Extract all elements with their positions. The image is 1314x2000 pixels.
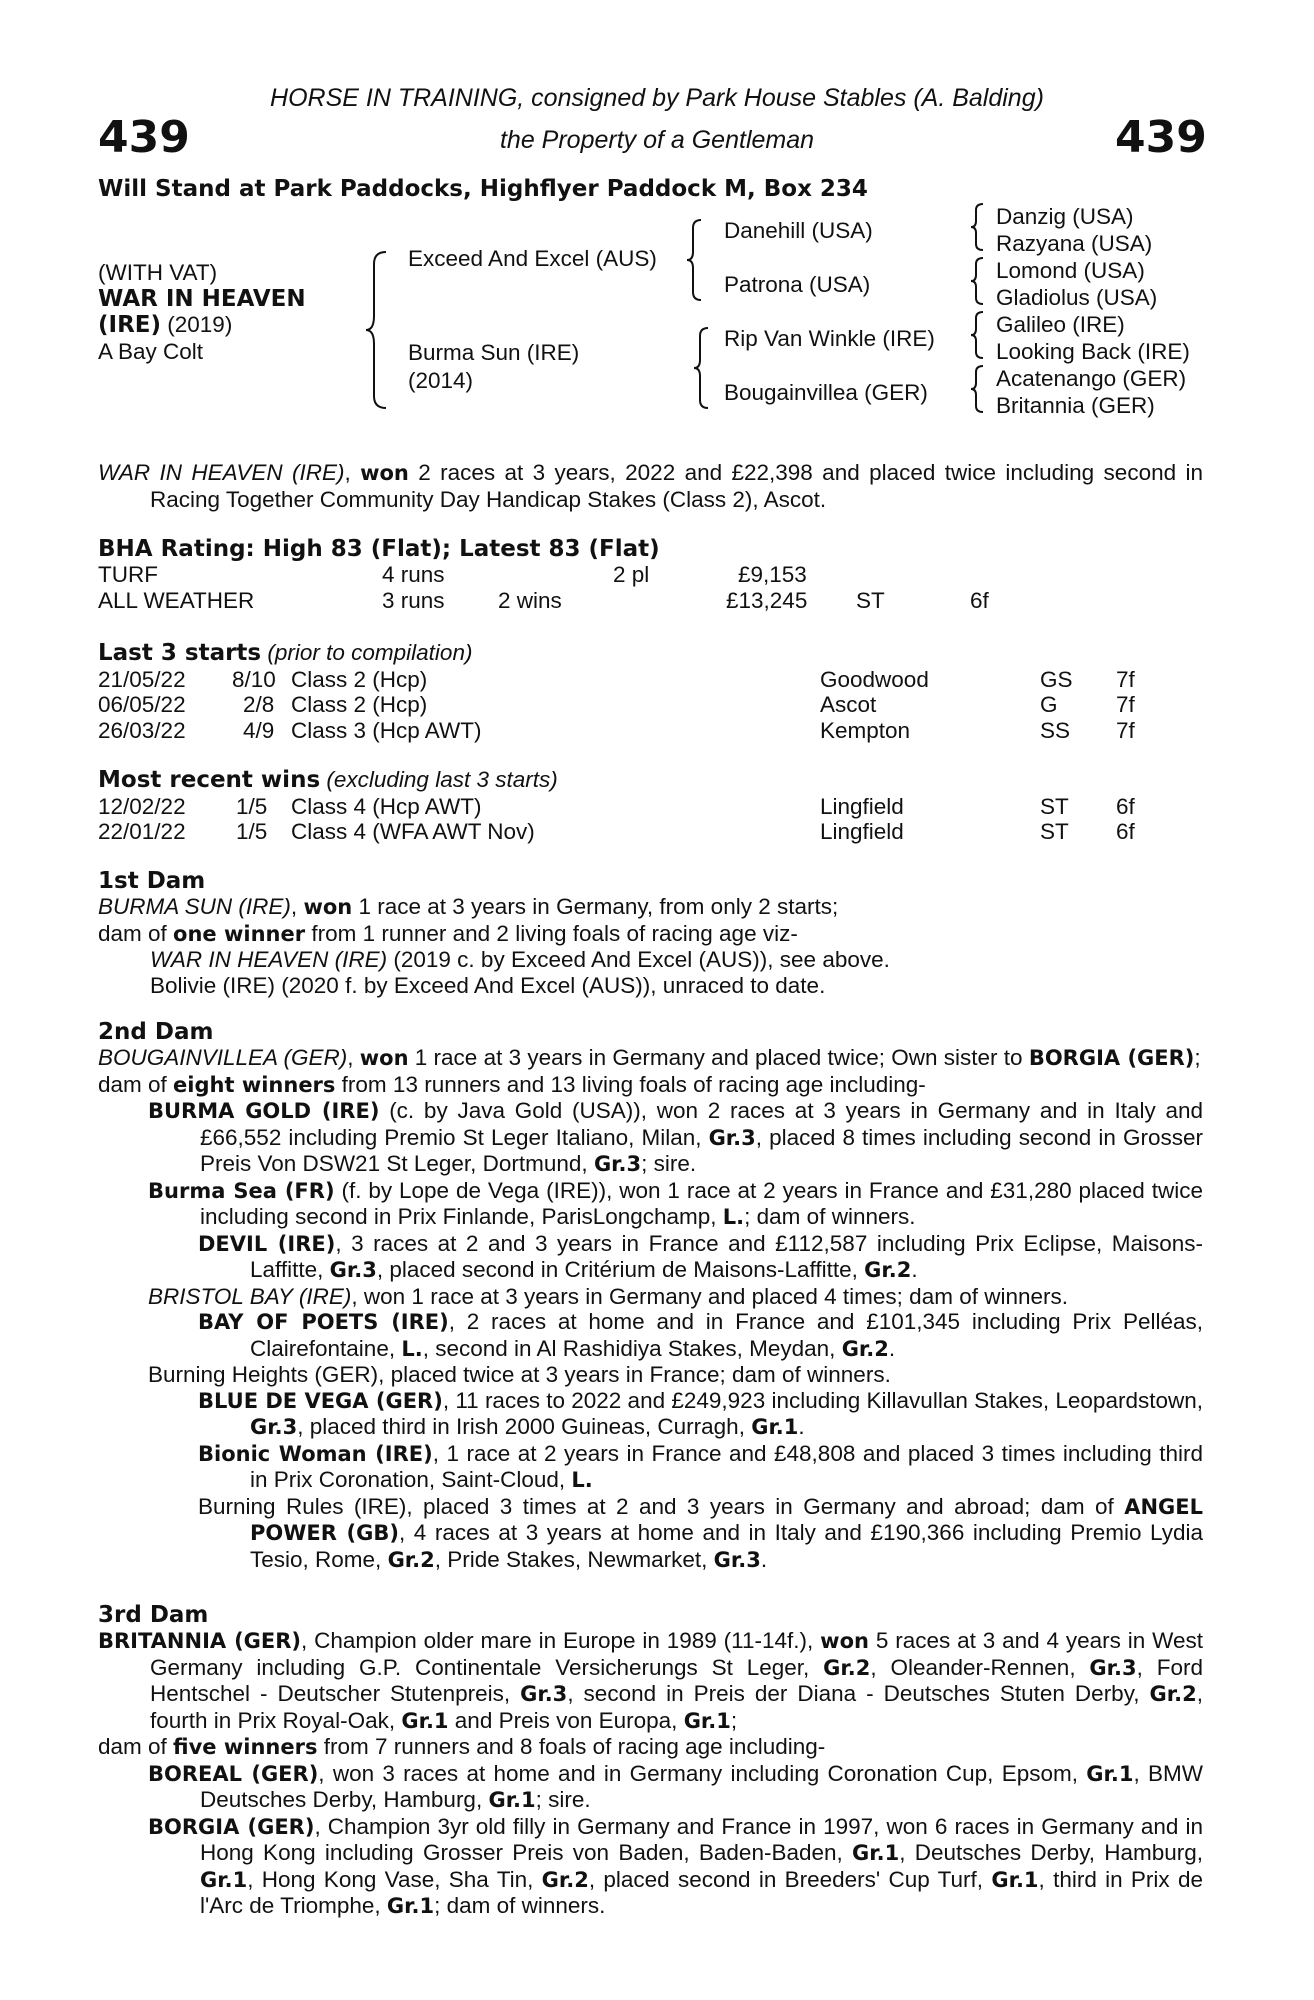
last3-heading: Last 3 starts (98, 640, 262, 666)
date: 21/05/22 (98, 666, 186, 692)
runs: 4 runs (382, 562, 445, 587)
runs: 3 runs (382, 587, 445, 613)
text: ; sire. (535, 1787, 591, 1812)
class: Class 4 (WFA AWT Nov) (291, 819, 535, 844)
grade: Gr.3 (713, 1547, 761, 1572)
text: , 11 races to 2022 and £249,923 including Killavullan Stakes, Leopardstown, (442, 1387, 1203, 1413)
text: , third in Prix de l'Arc de Triomphe, (200, 1866, 1203, 1918)
surface: ALL WEATHER (98, 587, 255, 613)
class: Class 2 (Hcp) (291, 692, 428, 717)
race-summary: WAR IN HEAVEN (IRE), won 2 races at 3 years, 2022 and £22,398 and placed twice including second in Racing Together Community Day Handicap Stakes (Class 2), Ascot. (98, 460, 1203, 512)
table-row (98, 819, 1203, 845)
grade: Gr.1 (200, 1867, 248, 1892)
dam-name: Burma Sun (IRE) (408, 340, 580, 365)
grade: Gr.1 (751, 1415, 799, 1439)
text: ; (1194, 1045, 1201, 1070)
text: , fourth in Prix Royal-Oak, (150, 1681, 1203, 1733)
text: from 13 runners and 13 living foals of racing age including- (335, 1071, 926, 1097)
grade: Gr.2 (387, 1547, 435, 1572)
wins: 2 wins (498, 587, 562, 613)
third-dam-heading: 3rd Dam (98, 1602, 209, 1628)
sire-dam: Patrona (USA) (724, 272, 871, 297)
horse-country: (IRE) (98, 312, 162, 338)
class: Class 4 (Hcp AWT) (291, 793, 482, 819)
summary-horse: WAR IN HEAVEN (IRE) (98, 460, 345, 485)
gp-3: Lomond (USA) (996, 258, 1145, 283)
text: . (911, 1257, 918, 1282)
lot-number-right: 439 (1115, 112, 1207, 163)
text: ; dam of winners. (744, 1204, 916, 1229)
gp-6: Looking Back (IRE) (996, 339, 1190, 364)
grade: Gr.1 (852, 1841, 900, 1865)
lot-number-left: 439 (98, 112, 190, 163)
grade: Gr.1 (386, 1894, 435, 1918)
text: . (798, 1414, 805, 1439)
text: , placed second in Breeders' Cup Turf, (588, 1866, 992, 1892)
text: , 1 race at 2 years in France and £48,808 and placed 3 times including third in Prix Coronation, Saint-Cloud, (250, 1440, 1203, 1492)
grade: Gr.1 (683, 1708, 731, 1733)
first-dam-heading: 1st Dam (98, 868, 206, 894)
prize: £9,153 (738, 562, 807, 587)
text: 5 races at 3 and 4 years in West Germany including G.P. Continentale Versicherungs St Leger, (150, 1628, 1203, 1680)
summary-text: 2 races at 3 years, 2022 and £22,398 and placed twice including second in Racing Together Community Day Handicap Stakes (Class 2), Ascot. (150, 460, 1203, 512)
distance: 6f (970, 587, 989, 613)
table-row (98, 667, 1203, 693)
gp-2: Razyana (USA) (996, 231, 1153, 256)
text: , Pride Stakes, Newmarket, (434, 1546, 714, 1572)
consignor-line: HORSE IN TRAINING, consigned by Park House Stables (A. Balding) (270, 84, 1044, 112)
distance: 7f (1116, 717, 1135, 743)
sister-name: BORGIA (GER) (1028, 1046, 1195, 1070)
gp-1: Danzig (USA) (996, 204, 1134, 229)
gp-8: Britannia (GER) (996, 393, 1155, 418)
text: dam of (98, 1071, 174, 1097)
text: , 3 races at 2 and 3 years in France and £112,587 including Prix Eclipse, Maisons-Laffitte, (250, 1230, 1204, 1282)
date: 06/05/22 (98, 692, 186, 717)
date: 22/01/22 (98, 819, 186, 844)
text: , 4 races at 3 years at home and in Italy and £190,366 including Premio Lydia Tesio, Rome, (250, 1520, 1203, 1572)
course: Goodwood (820, 666, 929, 692)
sire-brace-icon (685, 218, 705, 302)
sire-name: Exceed And Excel (AUS) (408, 246, 657, 271)
grade: Gr.3 (520, 1682, 568, 1706)
progeny-name: ANGEL POWER (GB) (250, 1494, 1203, 1545)
progeny-name: BAY OF POETS (IRE) (198, 1310, 449, 1334)
text: , 2 races at home and in France and £101,345 including Prix Pelléas, Clairefontaine, (250, 1309, 1203, 1361)
text: . (888, 1335, 896, 1361)
text: dam of (98, 920, 174, 946)
text: ; dam of winners. (434, 1893, 606, 1918)
dam-brace-icon (692, 326, 712, 410)
distance: 6f (1116, 819, 1135, 844)
table-row (98, 692, 1203, 718)
horse-name-suffix (98, 312, 232, 338)
horse-description: A Bay Colt (98, 339, 204, 364)
progeny-text: Burning Rules (IRE), placed 3 times at 2 and 3 years in Germany and abroad; dam of (198, 1493, 1125, 1519)
text: , Ford Hentschel - Deutscher Stutenpreis, (150, 1654, 1203, 1706)
ss-brace-icon (969, 202, 987, 252)
dam-sire: Rip Van Winkle (IRE) (724, 326, 935, 351)
winners-count: eight winners (173, 1072, 336, 1097)
progeny-name: Burma Sea (FR) (148, 1178, 335, 1203)
text: , won 3 races at home and in Germany including Coronation Cup, Epsom, (318, 1760, 1087, 1786)
prize: £13,245 (726, 587, 808, 613)
position: 8/10 (232, 666, 276, 692)
text: (f. by Lope de Vega (IRE)), won 1 race at 2 years in France and £31,280 placed twice including second in Prix Finlande, ParisLongchamp, (200, 1177, 1203, 1229)
summary-won: won (360, 461, 409, 485)
winners-count: one winner (173, 921, 306, 946)
grade: L. (401, 1336, 423, 1361)
text: and Preis von Europa, (448, 1707, 684, 1733)
grade: L. (722, 1205, 745, 1229)
grade: Gr.2 (864, 1258, 912, 1282)
grade: Gr.3 (593, 1152, 642, 1176)
horse-year: (2019) (161, 312, 233, 337)
text: , Deutsches Derby, Hamburg, (899, 1840, 1204, 1865)
date: 12/02/22 (98, 793, 186, 819)
text: , Hong Kong Vase, Sha Tin, (247, 1866, 542, 1892)
distance: 6f (1116, 793, 1135, 819)
recent-wins-heading: Most recent wins (98, 767, 321, 793)
class: Class 3 (Hcp AWT) (291, 717, 482, 743)
text: , second in Al Rashidiya Stakes, Meydan, (422, 1335, 842, 1361)
course: Lingfield (820, 819, 904, 844)
text: (2019 c. by Exceed And Excel (AUS)), see above. (387, 947, 890, 972)
dam-name: BURMA SUN (IRE) (98, 894, 291, 919)
position: 1/5 (236, 793, 268, 819)
position: 4/9 (243, 717, 275, 743)
surface: TURF (98, 562, 158, 587)
grade: Gr.3 (1089, 1655, 1137, 1680)
text: . (760, 1546, 768, 1572)
horse-name: WAR IN HEAVEN (98, 286, 306, 312)
grade: Gr.3 (708, 1125, 756, 1150)
progeny-name: BURMA GOLD (IRE) (148, 1099, 380, 1123)
won-label: won (820, 1629, 869, 1653)
text: , won 1 race at 3 years in Germany and placed 4 times; dam of winners. (351, 1283, 1069, 1309)
text: , placed 8 times including second in Grosser Preis Von DSW21 St Leger, Dortmund, (200, 1124, 1203, 1176)
sire-sire: Danehill (USA) (724, 218, 873, 243)
distance: 7f (1116, 692, 1135, 717)
dam-name: BOUGAINVILLEA (GER) (98, 1045, 348, 1070)
rating-heading: BHA Rating: High 83 (Flat); Latest 83 (Flat) (98, 536, 660, 562)
text: from 7 runners and 8 foals of racing age including- (317, 1734, 826, 1759)
progeny-name: Bionic Woman (IRE) (198, 1441, 433, 1466)
date: 26/03/22 (98, 717, 186, 743)
vat-note: (WITH VAT) (98, 260, 218, 285)
grade: Gr.2 (541, 1867, 589, 1892)
progeny-name: BOREAL (GER) (148, 1761, 319, 1786)
text: from 1 runner and 2 living foals of racing age viz- (305, 920, 798, 946)
dam-dam: Bougainvillea (GER) (724, 380, 928, 405)
first-dam-section (98, 868, 1203, 998)
main-brace-icon (364, 250, 394, 410)
grade: Gr.2 (1149, 1682, 1197, 1706)
dam-year: (2014) (408, 368, 474, 393)
grade: Gr.1 (488, 1788, 536, 1812)
grade: Gr.3 (329, 1258, 377, 1282)
grade: Gr.1 (401, 1708, 449, 1733)
course: Ascot (820, 692, 877, 717)
last3-section (98, 640, 1203, 743)
last3-note: (prior to compilation) (261, 640, 473, 665)
text: , Oleander-Rennen, (870, 1654, 1090, 1680)
won-label: won (359, 1046, 409, 1070)
progeny-name: WAR IN HEAVEN (IRE) (150, 947, 388, 972)
recent-wins-section (98, 767, 1203, 845)
rating-row-aw (98, 588, 1203, 614)
rating-section (98, 536, 1203, 613)
property-line: the Property of a Gentleman (499, 126, 815, 154)
going: ST (1040, 793, 1069, 819)
text: ; sire. (641, 1151, 697, 1176)
third-dam-section (98, 1602, 1203, 1920)
progeny-name: DEVIL (IRE) (198, 1231, 336, 1256)
position: 2/8 (243, 692, 275, 717)
gp-4: Gladiolus (USA) (996, 285, 1158, 310)
text: (c. by Java Gold (USA)), won 2 races at 3 years in Germany and in Italy and £66,552 including Premio St Leger Italiano, Milan, (200, 1098, 1204, 1150)
table-row (98, 794, 1203, 820)
text: , second in Preis der Diana - Deutsches Stuten Derby, (567, 1681, 1150, 1706)
course: Lingfield (820, 793, 904, 819)
class: Class 2 (Hcp) (291, 666, 428, 692)
distance: 7f (1116, 666, 1135, 692)
grade: Gr.2 (823, 1655, 871, 1680)
text: 1 race at 3 years in Germany, from only 2 starts; (352, 894, 839, 919)
dd-brace-icon (969, 364, 987, 414)
sd-brace-icon (969, 256, 987, 306)
text: , Champion older mare in Europe in 1989 (11-14f.), (301, 1628, 821, 1653)
ds-brace-icon (969, 310, 987, 360)
rating-row-turf (98, 562, 1203, 588)
text: , (347, 1045, 360, 1070)
second-dam-section (98, 1019, 1203, 1573)
going: ST (1040, 819, 1069, 844)
going: ST (856, 587, 885, 613)
going: SS (1040, 717, 1071, 743)
going: GS (1040, 666, 1073, 692)
grade: Gr.1 (991, 1867, 1039, 1892)
text: , placed second in Critérium de Maisons-Laffitte, (376, 1257, 865, 1282)
stabling-line: Will Stand at Park Paddocks, Highflyer Paddock M, Box 234 (98, 176, 868, 202)
placed: 2 pl (613, 562, 650, 587)
grade: L. (571, 1468, 593, 1492)
progeny-name: BORGIA (GER) (148, 1814, 315, 1839)
progeny-text: Bolivie (IRE) (2020 f. by Exceed And Excel (AUS)), unraced to date. (150, 972, 826, 998)
grade: Gr.1 (1086, 1761, 1134, 1786)
text: dam of (98, 1734, 174, 1759)
text: , (290, 894, 304, 919)
text: ; (730, 1707, 738, 1733)
course: Kempton (820, 717, 911, 743)
recent-wins-note: (excluding last 3 starts) (320, 767, 558, 792)
position: 1/5 (236, 819, 268, 844)
dam-name: BRITANNIA (GER) (98, 1629, 302, 1653)
gp-5: Galileo (IRE) (996, 312, 1125, 337)
gp-7: Acatenango (GER) (996, 366, 1187, 391)
grade: Gr.2 (841, 1336, 889, 1361)
progeny-name: BRISTOL BAY (IRE) (148, 1283, 352, 1309)
progeny-text: Burning Heights (GER), placed twice at 3 years in France; dam of winners. (148, 1362, 891, 1387)
winners-count: five winners (173, 1735, 318, 1759)
progeny-name: BLUE DE VEGA (GER) (198, 1388, 443, 1413)
going: G (1040, 692, 1058, 717)
text: , placed third in Irish 2000 Guineas, Curragh, (297, 1414, 752, 1439)
grade: Gr.3 (250, 1415, 298, 1439)
table-row (98, 718, 1203, 744)
won-label: won (303, 895, 353, 919)
second-dam-heading: 2nd Dam (98, 1019, 214, 1045)
text: , Champion 3yr old filly in Germany and France in 1997, won 6 races in Germany and in Hong Kong including Grosser Preis von Baden, Baden-Baden, (200, 1813, 1203, 1865)
text: , BMW Deutsches Derby, Hamburg, (200, 1760, 1203, 1812)
text: 1 race at 3 years in Germany and placed twice; Own sister to (408, 1045, 1029, 1070)
